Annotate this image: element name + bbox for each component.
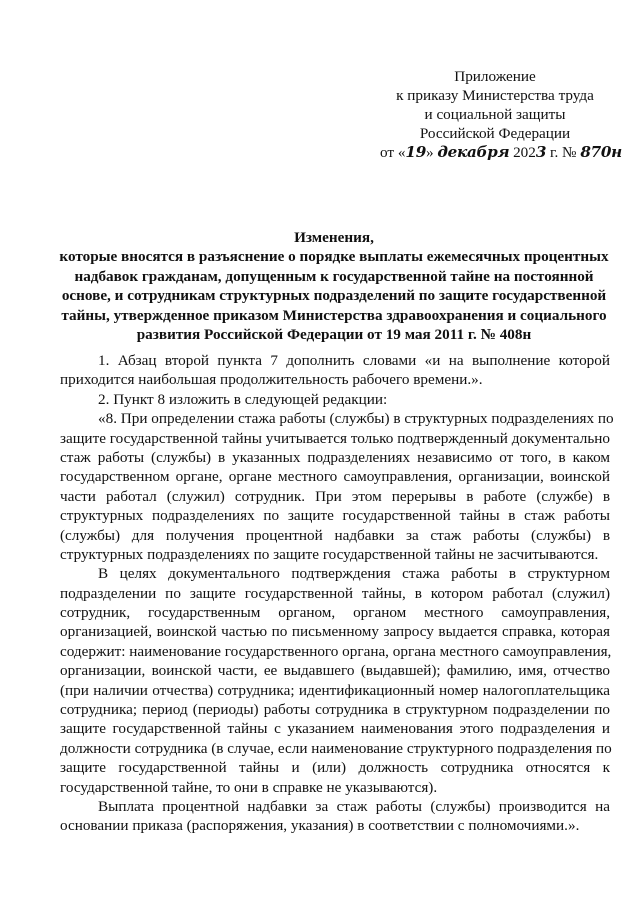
- appendix-date-line: [380, 143, 622, 162]
- body-line: (при наличии отчества) сотрудника; идентификационный номер налогоплательщика: [60, 681, 610, 699]
- body-line: организации, воинской части, ее выдавшего (выдавшей); фамилию, имя, отчество: [60, 662, 610, 680]
- appendix-block: [380, 67, 622, 162]
- body-line: В целях документального подтверждения стажа работы в структурном: [98, 565, 610, 583]
- appendix-ministry: и социальной защиты: [424, 106, 566, 123]
- body-line: стаж работы (службы) в указанных подразделениях независимо от того, в каком: [60, 448, 610, 466]
- body-line: сотрудник, государственным органом, органом местного самоуправления,: [60, 604, 610, 622]
- heading-line: надбавок гражданам, допущенным к государственной тайне на постоянной: [74, 267, 594, 285]
- body-line: основании приказа (распоряжения, указания) в соответствии с полномочиями.».: [60, 817, 580, 835]
- heading-line: тайны, утвержденное приказом Министерства здравоохранения и социального: [61, 306, 607, 324]
- body-line: государственном органе, органе местного самоуправления, организации, воинской: [60, 468, 610, 486]
- body-line: должности сотрудника (в случае, если наименование структурного подразделения по: [60, 739, 612, 757]
- heading-line: Изменения,: [294, 229, 374, 246]
- body-line: защите государственной тайны и (или) должность сотрудника относятся к: [60, 759, 610, 777]
- body-line: содержит: наименование государственного органа, органа местного самоуправления,: [60, 642, 612, 660]
- body-line: подразделении по защите государственной тайны, в котором работал (служил): [60, 584, 610, 602]
- body-line: части работал (служил) сотрудник. При этом перерывы в работе (службе) в: [60, 487, 610, 505]
- date-year-prefix: 202: [509, 144, 536, 161]
- body-line: «8. При определении стажа работы (службы) в структурных подразделениях по: [98, 410, 614, 428]
- body-line: защите государственной тайны учитывается только подтвержденный документально: [60, 429, 610, 447]
- body-line: Выплата процентной надбавки за стаж работы (службы) производится на: [98, 797, 610, 815]
- date-prefix: от «: [380, 144, 406, 161]
- body-line: (службы) для получения процентной надбавки за стаж работы (службы) в: [60, 526, 610, 544]
- appendix-order-ref: к приказу Министерства труда: [396, 87, 594, 104]
- appendix-title: Приложение: [454, 68, 536, 85]
- date-month-handwritten: декабря: [437, 143, 510, 161]
- appendix-country: Российской Федерации: [419, 125, 571, 142]
- document-body: [60, 351, 614, 836]
- body-line: государственной тайне, то они в справке не указываются).: [60, 778, 438, 796]
- heading-line: основе, и сотрудникам структурных подразделений по защите государственной: [61, 287, 607, 305]
- date-day-handwritten: 19: [405, 143, 426, 161]
- heading-line: развития Российской Федерации от 19 мая 2011 г. № 408н: [136, 326, 532, 344]
- body-line: 1. Абзац второй пункта 7 дополнить словами «и на выполнение которой: [98, 352, 610, 369]
- body-line: защите государственной тайны с указанием наименования этого подразделения и: [60, 720, 610, 738]
- heading-line: которые вносятся в разъяснение о порядке выплаты ежемесячных процентных: [59, 248, 609, 266]
- body-line: структурных подразделениях по защите государственной тайны не засчитываются.: [60, 545, 599, 563]
- body-line: структурных подразделениях по защите государственной тайны в стаж работы: [60, 507, 610, 525]
- document-heading: [54, 228, 614, 344]
- date-year-digit-handwritten: 3: [535, 143, 547, 161]
- order-number-handwritten: 870н: [580, 143, 622, 161]
- body-line: 2. Пункт 8 изложить в следующей редакции:: [98, 390, 388, 408]
- body-line: сотрудника; период (периоды) работы сотрудника в структурном подразделении по: [60, 701, 610, 719]
- date-suffix: г. №: [546, 144, 581, 161]
- body-line: приходится наибольшая продолжительность рабочего времени.».: [60, 371, 483, 389]
- body-line: организацией, воинской частью по письменному запросу выдается справка, которая: [60, 623, 610, 641]
- date-mid: »: [425, 144, 438, 161]
